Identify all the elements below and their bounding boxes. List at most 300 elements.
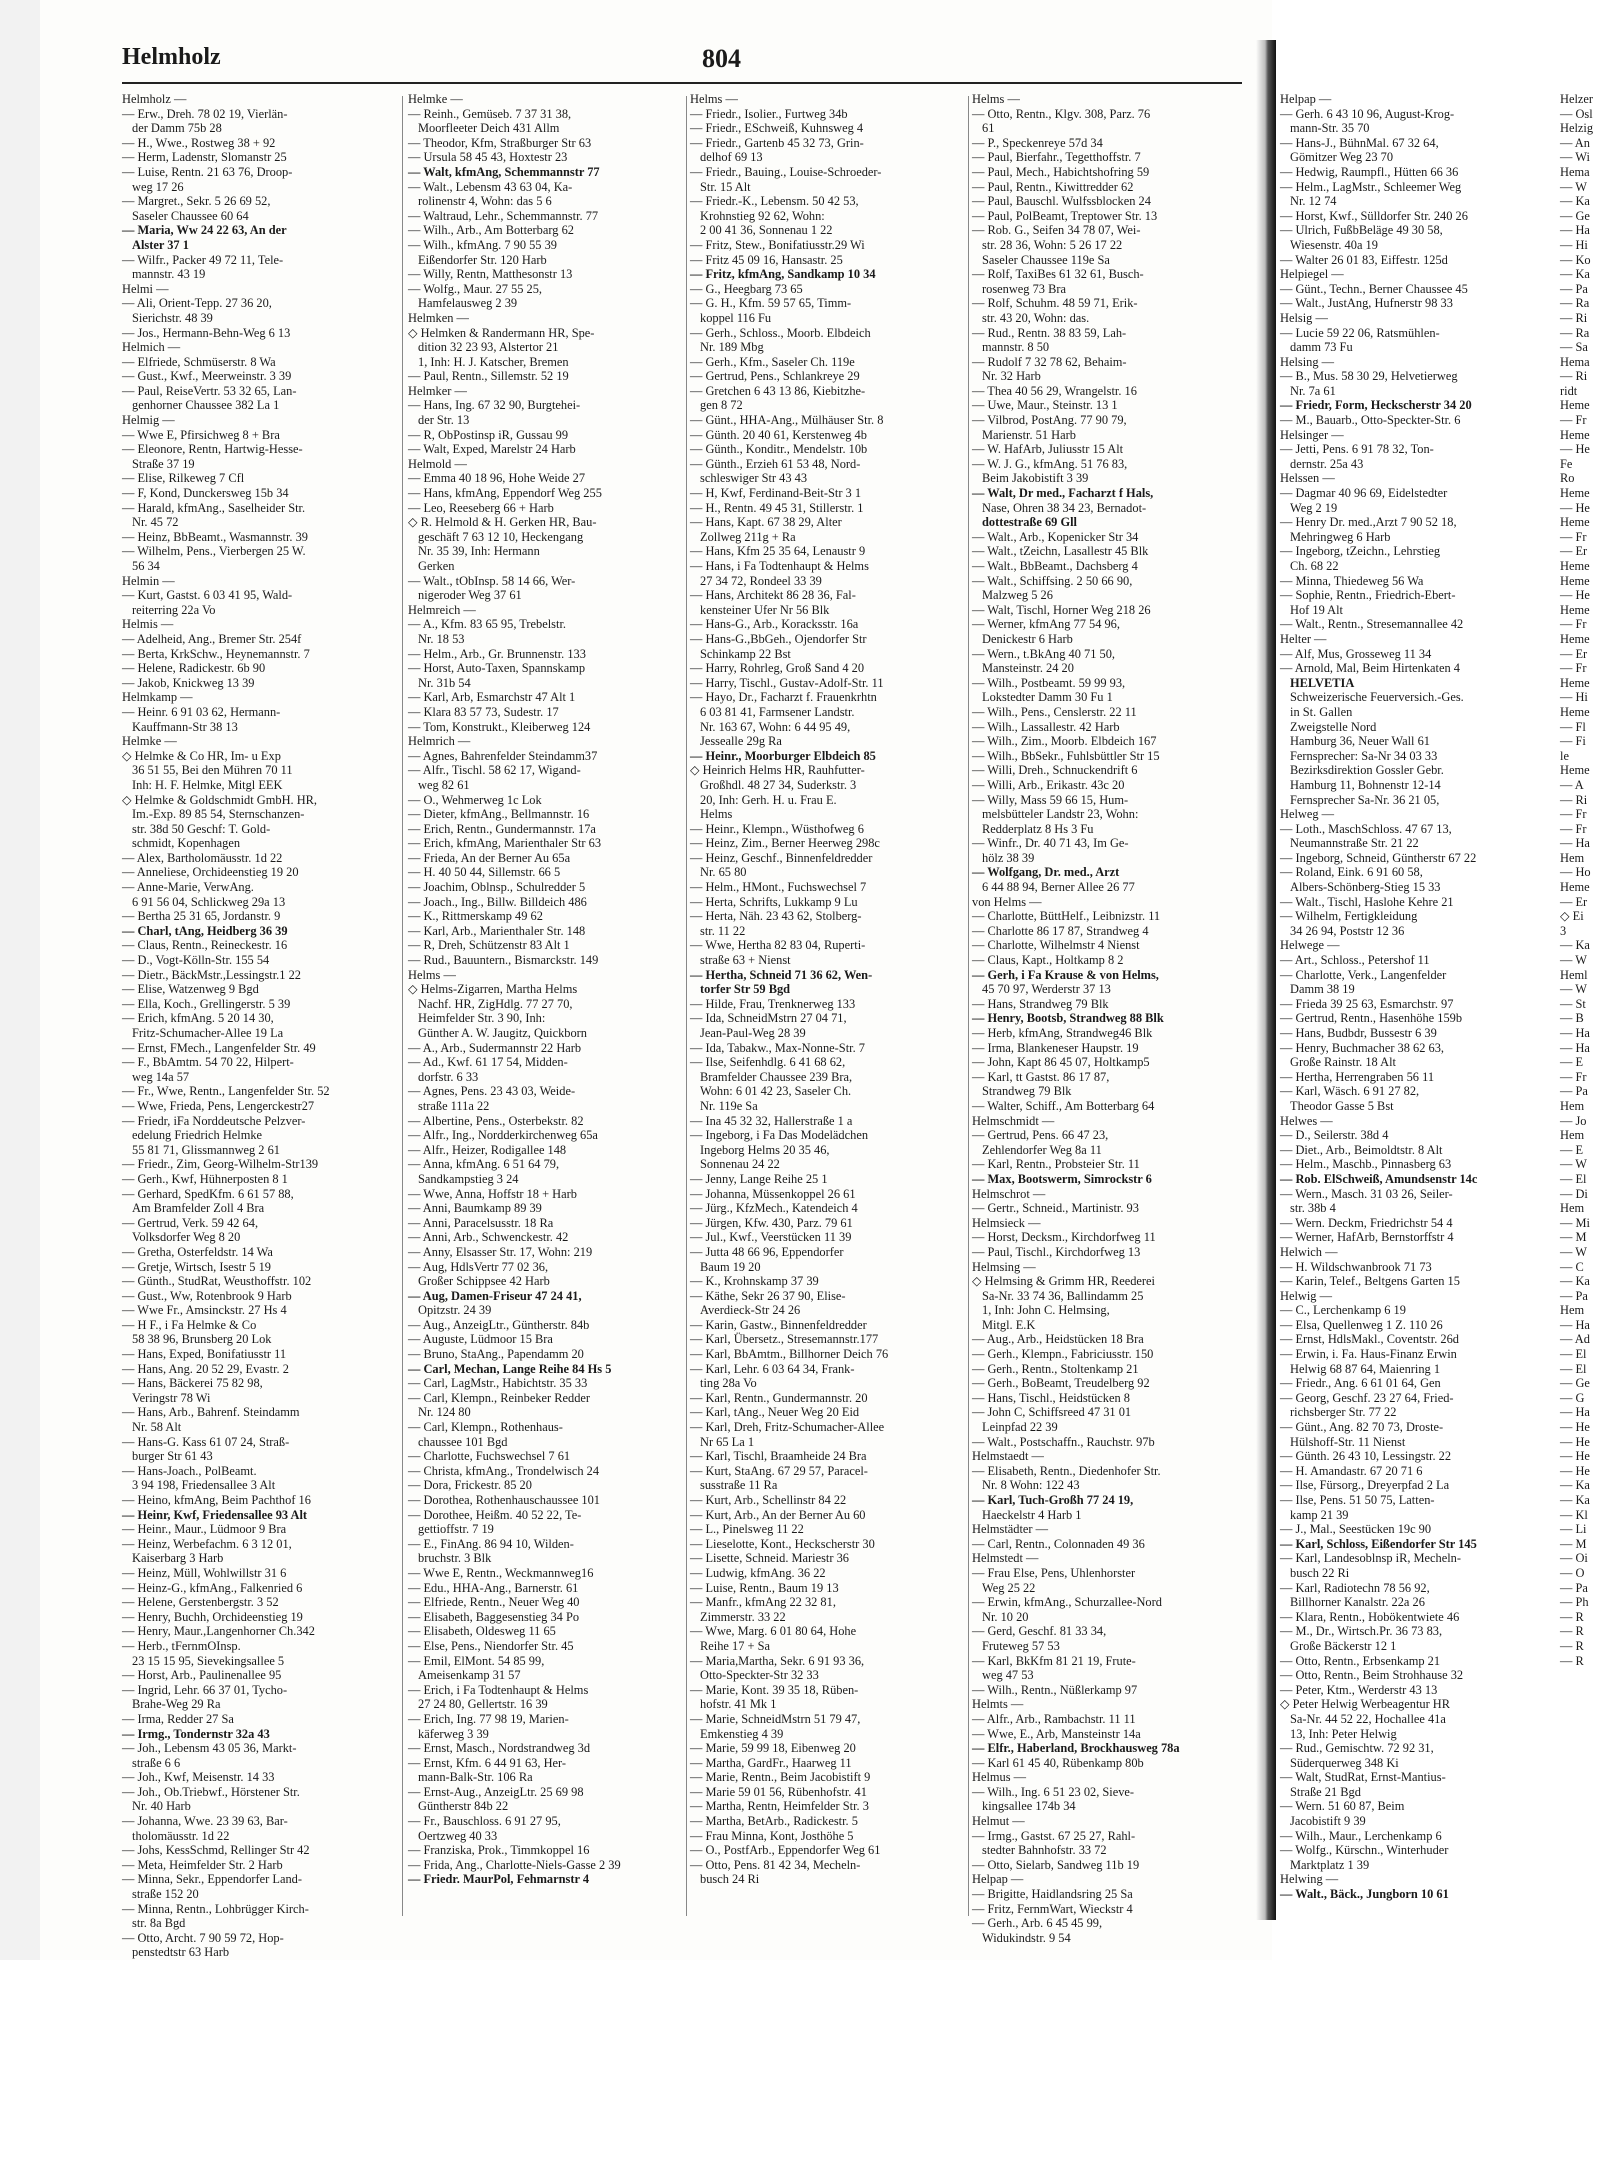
- cropped-entry: Heml: [1560, 967, 1588, 982]
- directory-entry: — Martha, BetArb., Radickestr. 5: [690, 1814, 858, 1829]
- directory-entry: — Rolf, Schuhm. 48 59 71, Erik-: [972, 296, 1138, 311]
- directory-entry: — Carl, LagMstr., Habichtstr. 35 33: [408, 1376, 588, 1391]
- surname-heading: Helmus —: [972, 1770, 1027, 1785]
- entry-continuation: penstedtstr 63 Harb: [132, 1945, 230, 1960]
- entry-continuation: Nr. 119e Sa: [700, 1098, 758, 1113]
- directory-entry: — Anny, Elsasser Str. 17, Wohn: 219: [408, 1244, 593, 1259]
- directory-entry: — John C, Schiffsreed 47 31 01: [972, 1405, 1132, 1420]
- directory-entry: — Gerh, i Fa Krause & von Helms,: [972, 967, 1159, 982]
- entry-continuation: Kaiserbarg 3 Harb: [132, 1551, 224, 1566]
- directory-entry: — Anne-Marie, VerwAng.: [122, 880, 254, 895]
- cropped-entry: — O: [1560, 1565, 1585, 1580]
- directory-column-2: [408, 92, 683, 1942]
- entry-continuation: Großer Schippsee 42 Harb: [418, 1274, 550, 1289]
- directory-entry: — Karl, Übersetz., Stresemannstr.177: [690, 1332, 879, 1347]
- directory-entry: — Anni, Paracelsusstr. 18 Ra: [408, 1215, 554, 1230]
- entry-continuation: str. 11 22: [700, 923, 746, 938]
- directory-entry: — Ida, Tabakw., Max-Nonne-Str. 7: [690, 1040, 865, 1055]
- surname-heading: Helms —: [972, 92, 1020, 106]
- directory-entry: — Ilse, Seifenhdlg. 6 41 68 62,: [690, 1055, 846, 1070]
- entry-continuation: Saseler Chaussee 119e Sa: [982, 252, 1110, 267]
- cropped-entry: — Ha: [1560, 223, 1590, 238]
- directory-entry: — Walt., Postschaffn., Rauchstr. 97b: [972, 1434, 1155, 1449]
- entry-continuation: 45 70 97, Werderstr 37 13: [982, 982, 1111, 997]
- entry-continuation: Sierichstr. 48 39: [132, 310, 213, 325]
- directory-entry: — Fritz 45 09 16, Hansastr. 25: [690, 252, 843, 267]
- entry-continuation: Heimfelder Str. 3 90, Inh:: [418, 1011, 546, 1026]
- directory-entry: — Otto, Pens. 81 42 34, Mecheln-: [690, 1857, 861, 1872]
- cropped-entry: — Kl: [1560, 1507, 1588, 1522]
- directory-entry: — H, Kwf, Ferdinand-Beit-Str 3 1: [690, 486, 862, 501]
- directory-entry: — Helm., HMont., Fuchswechsel 7: [690, 880, 867, 895]
- entry-continuation: Nr. 31b 54: [418, 675, 471, 690]
- directory-entry: — Roland, Eink. 6 91 60 58,: [1280, 865, 1423, 880]
- directory-entry: — Fritz, Stew., Bonifatiusstr.29 Wi: [690, 237, 865, 252]
- surname-heading: Helwing —: [1280, 1872, 1339, 1887]
- directory-entry: — Willi, Dreh., Schnuckendrift 6: [972, 763, 1138, 778]
- surname-heading: Helwege —: [1280, 938, 1340, 953]
- directory-entry: — Herb., tFernmOInsp.: [122, 1638, 241, 1653]
- cropped-entry: — Ka: [1560, 1478, 1590, 1493]
- directory-entry: — Walt., tZeichn, Lasallestr 45 Blk: [972, 544, 1149, 559]
- cropped-entry: — Ha: [1560, 1317, 1590, 1332]
- cropped-entry: Hem: [1560, 1303, 1585, 1318]
- entry-continuation: Günther A. W. Jaugitz, Quickborn: [418, 1026, 587, 1040]
- directory-entry: — Marie, SchneidMstrn 51 79 47,: [690, 1711, 861, 1726]
- entry-continuation: Leinpfad 22 39: [982, 1420, 1058, 1435]
- surname-heading: Helmts —: [972, 1697, 1024, 1712]
- directory-entry: — Paul, ReiseVertr. 53 32 65, Lan-: [122, 383, 297, 398]
- directory-entry: — Karl, Tuch-Großh 77 24 19,: [972, 1493, 1134, 1507]
- cropped-entry: — Ge: [1560, 1376, 1590, 1391]
- surname-heading: Helmut —: [972, 1814, 1025, 1829]
- cropped-entry: Heme: [1560, 602, 1590, 617]
- directory-entry: — L., Pinelsweg 11 22: [690, 1522, 804, 1537]
- cropped-entry: Heme: [1560, 427, 1590, 442]
- entry-continuation: edelung Friedrich Helmke: [132, 1128, 263, 1143]
- firm-entry: ◇ Helmke & Co HR, Im- u Exp: [122, 748, 281, 763]
- directory-entry: — Carl, Klempn., Reinbeker Redder: [408, 1390, 591, 1405]
- entry-continuation: Güntherstr 84b 22: [418, 1799, 509, 1814]
- directory-entry: — Ella, Koch., Grellingerstr. 5 39: [122, 996, 291, 1011]
- directory-entry: — Minna, Rentn., Lohbrügger Kirch-: [122, 1901, 309, 1916]
- cropped-entry: — An: [1560, 135, 1590, 150]
- entry-continuation: Malzweg 5 26: [982, 588, 1053, 603]
- directory-entry: — Walter, Schiff., Am Botterbarg 64: [972, 1098, 1155, 1113]
- directory-entry: — Hans-G.,BbGeh., Ojendorfer Str: [690, 631, 867, 646]
- directory-entry: — Art., Schloss., Petershof 11: [1280, 953, 1430, 968]
- directory-entry: — Lisette, Schneid. Mariestr 36: [690, 1551, 849, 1566]
- directory-entry: — Günth. 26 43 10, Lessingstr. 22: [1280, 1449, 1452, 1464]
- entry-continuation: rosenweg 73 Bra: [982, 281, 1066, 296]
- directory-entry: — Walt, StudRat, Ernst-Mantius-: [1280, 1770, 1446, 1785]
- cropped-entry: — El: [1560, 1171, 1587, 1186]
- directory-entry: — M., Dr., Wirtsch.Pr. 36 73 83,: [1280, 1624, 1443, 1639]
- cropped-entry: — He: [1560, 442, 1590, 457]
- entry-continuation: nigeroder Weg 37 61: [418, 588, 522, 603]
- cropped-entry: le: [1560, 748, 1569, 763]
- entry-continuation: Hülshoff-Str. 11 Nienst: [1290, 1434, 1406, 1449]
- directory-entry: — Kurt, StaAng. 67 29 57, Paracel-: [690, 1463, 868, 1478]
- directory-entry: — Alfr., Tischl. 58 62 17, Wigand-: [408, 763, 581, 778]
- directory-entry: — Wilh., kfmAng. 7 90 55 39: [408, 237, 557, 252]
- surname-heading: Helmis —: [122, 617, 174, 632]
- directory-entry: — Alfr., Ing., Nordderkirchenweg 65a: [408, 1128, 598, 1143]
- directory-entry: — Rolf, TaxiBes 61 32 61, Busch-: [972, 267, 1144, 282]
- surname-heading: Helmker —: [408, 383, 467, 398]
- directory-entry: — Ingeborg, i Fa Das Modelädchen: [690, 1128, 869, 1143]
- directory-entry: — Carl, Mechan, Lange Reihe 84 Hs 5: [408, 1361, 612, 1376]
- directory-entry: — Karl, Landesoblnsp iR, Mecheln-: [1280, 1551, 1462, 1566]
- entry-continuation: Jean-Paul-Weg 28 39: [700, 1026, 806, 1040]
- directory-entry: — Dagmar 40 96 69, Eidelstedter: [1280, 486, 1448, 501]
- cropped-entry: — He: [1560, 500, 1590, 515]
- directory-entry: — Ingrid, Lehr. 66 37 01, Tycho-: [122, 1682, 288, 1697]
- directory-entry: — Gretha, Osterfeldstr. 14 Wa: [122, 1244, 273, 1259]
- surname-heading: Helms —: [408, 967, 456, 982]
- directory-entry: — Marie, Kont. 39 35 18, Rüben-: [690, 1682, 859, 1697]
- entry-continuation: Am Bramfelder Zoll 4 Bra: [132, 1201, 265, 1216]
- directory-entry: — Christa, kfmAng., Trondelwisch 24: [408, 1463, 600, 1478]
- directory-entry: — R, Dreh, Schützenstr 83 Alt 1: [408, 938, 570, 953]
- entry-continuation: Mitgl. E.K: [982, 1317, 1036, 1332]
- surname-heading: Helmkamp —: [122, 690, 193, 705]
- cropped-entry: — R: [1560, 1653, 1584, 1668]
- directory-entry: — Carl, Rentn., Colonnaden 49 36: [972, 1536, 1145, 1551]
- entry-continuation: Im.-Exp. 89 85 54, Sternschanzen-: [132, 807, 305, 822]
- entry-continuation: burger Str 61 43: [132, 1449, 213, 1464]
- surname-heading: Helmig —: [122, 413, 175, 428]
- directory-entry: — H., Wwe., Rostweg 38 + 92: [122, 135, 276, 150]
- directory-entry: — Walt., Lebensm 43 63 04, Ka-: [408, 179, 573, 194]
- entry-continuation: Lokstedter Damm 30 Fu 1: [982, 690, 1113, 705]
- cropped-entry: — St: [1560, 996, 1586, 1011]
- directory-entry: — Frau Else, Pens, Uhlenhorster: [972, 1565, 1136, 1580]
- entry-continuation: in St. Gallen: [1290, 704, 1353, 719]
- directory-entry: — Elisabeth, Rentn., Diedenhofer Str.: [972, 1463, 1161, 1478]
- cropped-entry: — Ra: [1560, 325, 1590, 340]
- surname-heading: Helms —: [690, 92, 738, 106]
- entry-continuation: Fernsprecher: Sa-Nr 34 03 33: [1290, 748, 1438, 763]
- entry-continuation: Hof 19 Alt: [1290, 602, 1344, 617]
- cropped-entry: — Ka: [1560, 267, 1590, 282]
- directory-entry: — Hans, Kapt. 67 38 29, Alter: [690, 515, 842, 530]
- directory-entry: — Elisabeth, Oldesweg 11 65: [408, 1624, 556, 1639]
- entry-continuation: Otto-Speckter-Str 32 33: [700, 1668, 819, 1683]
- directory-entry: — Karl, Lehr. 6 03 64 34, Frank-: [690, 1361, 855, 1376]
- directory-entry: — Charlotte 86 17 87, Strandweg 4: [972, 923, 1149, 938]
- entry-continuation: Nr 65 La 1: [700, 1434, 755, 1449]
- directory-entry: — Walt, Exped, Marelstr 24 Harb: [408, 442, 576, 457]
- entry-continuation: Jacobistift 9 39: [1290, 1814, 1366, 1829]
- directory-entry: — H. 40 50 44, Sillemstr. 66 5: [408, 865, 561, 880]
- directory-entry: — Ernst, Masch., Nordstrandweg 3d: [408, 1741, 591, 1756]
- directory-entry: — Joh., Kwf, Meisenstr. 14 33: [122, 1770, 275, 1785]
- entry-continuation: Theodor Gasse 5 Bst: [1290, 1098, 1394, 1113]
- cropped-entry: — R: [1560, 1609, 1584, 1624]
- entry-continuation: Brahe-Weg 29 Ra: [132, 1697, 221, 1712]
- directory-entry: — Diet., Arb., Beimoldtstr. 8 Alt: [1280, 1142, 1443, 1157]
- surname-heading: Helwich —: [1280, 1244, 1338, 1259]
- directory-entry: — Rud., Bauuntern., Bismarckstr. 149: [408, 953, 599, 968]
- directory-entry: — Helm., LagMstr., Schleemer Weg: [1280, 179, 1462, 194]
- directory-entry: — Martha, Rentn, Heimfelder Str. 3: [690, 1799, 869, 1814]
- directory-entry: — Henry, Bootsb, Strandweg 88 Blk: [972, 1011, 1164, 1026]
- entry-continuation: Sandkampstieg 3 24: [418, 1171, 519, 1186]
- directory-entry: — Walt., Arb., Kopenicker Str 34: [972, 529, 1139, 544]
- directory-entry: — Hans, Arb., Bahrenf. Steindamm: [122, 1405, 300, 1420]
- directory-entry: — Johanna, Wwe. 23 39 63, Bar-: [122, 1814, 288, 1829]
- entry-continuation: straße 111a 22: [418, 1098, 490, 1113]
- entry-continuation: torfer Str 59 Bgd: [700, 982, 791, 997]
- surname-heading: Helsinger —: [1280, 427, 1344, 442]
- directory-entry: — Karl, Dreh, Fritz-Schumacher-Allee: [690, 1420, 885, 1435]
- directory-entry: — Gertrud, Rentn., Hasenhöhe 159b: [1280, 1011, 1463, 1026]
- entry-continuation: Damm 38 19: [1290, 982, 1355, 997]
- directory-entry: — A., Kfm. 83 65 95, Trebelstr.: [408, 617, 566, 632]
- cropped-entry: — Di: [1560, 1186, 1588, 1201]
- entry-continuation: reiterring 22a Vo: [132, 602, 216, 617]
- entry-continuation: Zimmerstr. 33 22: [700, 1609, 786, 1624]
- cropped-entry: — Ri: [1560, 792, 1588, 807]
- directory-entry: — Hans, Tischl., Heidstücken 8: [972, 1390, 1130, 1405]
- entry-continuation: Billhorner Kanalstr. 22a 26: [1290, 1595, 1425, 1610]
- surname-heading: Helmken —: [408, 310, 469, 325]
- directory-entry: — Minna, Thiedeweg 56 Wa: [1280, 573, 1424, 588]
- directory-entry: — Erwin, kfmAng., Schurzallee-Nord: [972, 1595, 1162, 1610]
- directory-entry: — Erw., Dreh. 78 02 19, Vierlän-: [122, 106, 288, 121]
- directory-entry: — Friedr., Isolier., Furtweg 34b: [690, 106, 848, 121]
- directory-entry: — Heinr., Maur., Lüdmoor 9 Bra: [122, 1522, 287, 1537]
- directory-entry: — Dieter, kfmAng., Bellmannstr. 16: [408, 807, 590, 822]
- directory-entry: — Marie 59 01 56, Rübenhofstr. 41: [690, 1784, 867, 1799]
- directory-entry: — Karin, Telef., Beltgens Garten 15: [1280, 1274, 1460, 1289]
- directory-entry: — Karl, BbAmtm., Billhorner Deich 76: [690, 1347, 889, 1362]
- entry-continuation: Str. 15 Alt: [700, 179, 751, 194]
- firm-entry: ◇ Helmken & Randermann HR, Spe-: [408, 325, 595, 340]
- entry-continuation: Zweigstelle Nord: [1290, 719, 1377, 734]
- directory-entry: — Karl, Arb., Marienthaler Str. 148: [408, 923, 586, 938]
- entry-continuation: hofstr. 41 Mk 1: [700, 1697, 777, 1712]
- directory-entry: — Wwe, Hertha 82 83 04, Ruperti-: [690, 938, 866, 953]
- surname-heading: Helwes —: [1280, 1113, 1333, 1128]
- firm-entry: ◇ Helmsing & Grimm HR, Reederei: [972, 1274, 1155, 1289]
- firm-entry: ◇ R. Helmold & H. Gerken HR, Bau-: [408, 515, 597, 530]
- cropped-entry: Hem: [1560, 1128, 1585, 1143]
- surname-heading: Helweg —: [1280, 807, 1335, 822]
- directory-entry: — Alfr., Heizer, Rodigallee 148: [408, 1142, 567, 1157]
- surname-heading: Helmin —: [122, 573, 175, 588]
- directory-entry: — Aug., Arb., Heidstücken 18 Bra: [972, 1332, 1144, 1347]
- surname-heading: Helmschmidt —: [972, 1113, 1055, 1128]
- directory-entry: — Emil, ElMont. 54 85 99,: [408, 1653, 545, 1668]
- directory-entry: — Ida, SchneidMstrn 27 04 71,: [690, 1011, 847, 1026]
- entry-continuation: Gömitzer Weg 23 70: [1290, 150, 1394, 165]
- directory-entry: — Günt., HHA-Ang., Mülhäuser Str. 8: [690, 413, 884, 428]
- directory-entry: — Karl, Rentn., Probsteier Str. 11: [972, 1157, 1140, 1172]
- directory-entry: — Paul, Rentn., Kiwittredder 62: [972, 179, 1134, 194]
- entry-continuation: Oertzweg 40 33: [418, 1828, 498, 1843]
- directory-entry: — Anni, Arb., Schwenckestr. 42: [408, 1230, 569, 1245]
- entry-continuation: HELVETIA: [1290, 675, 1355, 690]
- directory-entry: — Alf, Mus, Grosseweg 11 34: [1280, 646, 1432, 661]
- entry-continuation: melsbütteler Landstr 23, Wohn:: [982, 807, 1139, 822]
- directory-entry: — Gertrud, Pens. 66 47 23,: [972, 1128, 1109, 1143]
- cropped-entry: — Ha: [1560, 836, 1590, 851]
- entry-continuation: 1, Inh: H. J. Katscher, Bremen: [418, 354, 569, 369]
- directory-entry: — Walt, kfmAng, Schemmannstr 77: [408, 164, 600, 179]
- directory-entry: — Joh., Lebensm 43 05 36, Markt-: [122, 1741, 297, 1756]
- directory-entry: — Hans-Joach., PolBeamt.: [122, 1463, 257, 1478]
- directory-entry: — Friedr., Zim, Georg-Wilhelm-Str139: [122, 1157, 319, 1172]
- entry-continuation: 56 34: [132, 559, 160, 573]
- directory-column-3: [690, 92, 965, 1942]
- entry-continuation: gettioffstr. 7 19: [418, 1522, 494, 1537]
- directory-entry: — Walt., tObInsp. 58 14 66, Wer-: [408, 573, 576, 588]
- entry-continuation: Nachf. HR, ZigHdlg. 77 27 70,: [418, 996, 573, 1011]
- surname-heading: Helmschrot —: [972, 1186, 1046, 1201]
- directory-entry: — Hans-G., Arb., Koracksstr. 16a: [690, 617, 859, 632]
- directory-entry: — Horst, Arb., Paulinenallee 95: [122, 1668, 282, 1683]
- directory-entry: — Paul, Rentn., Sillemstr. 52 19: [408, 369, 569, 384]
- entry-continuation: Helms: [700, 807, 733, 822]
- directory-entry: — Gerh., Kfm., Saseler Ch. 119e: [690, 354, 855, 369]
- entry-continuation: genhorner Chaussee 382 La 1: [132, 398, 280, 413]
- directory-entry: — B., Mus. 58 30 29, Helvetierweg: [1280, 369, 1458, 384]
- cropped-entry: — E: [1560, 1142, 1584, 1157]
- cropped-entry: — B: [1560, 1011, 1584, 1026]
- directory-entry: — Aug, HdlsVertr 77 02 36,: [408, 1259, 549, 1274]
- directory-entry: — Waltraud, Lehr., Schemmannstr. 77: [408, 208, 599, 223]
- entry-continuation: 23 15 15 95, Sievekingsallee 5: [132, 1653, 285, 1668]
- running-head: Helmholz: [122, 44, 221, 70]
- directory-entry: — Herta, Schrifts, Lukkamp 9 Lu: [690, 894, 858, 909]
- cropped-entry: Hem: [1560, 850, 1585, 865]
- cropped-entry: — Ph: [1560, 1595, 1589, 1610]
- directory-entry: — Walt., JustAng, Hufnerstr 98 33: [1280, 296, 1453, 311]
- directory-entry: — Willy, Rentn, Matthesonstr 13: [408, 267, 573, 282]
- directory-entry: — Wolfg., Maur. 27 55 25,: [408, 281, 543, 296]
- directory-entry: — Frida, Ang., Charlotte-Niels-Gasse 2 39: [408, 1857, 621, 1872]
- entry-continuation: der Damm 75b 28: [132, 121, 222, 136]
- entry-continuation: mann-Str. 35 70: [1290, 121, 1370, 136]
- cropped-entry: — Osl: [1560, 106, 1593, 121]
- directory-entry: — Hans-G. Kass 61 07 24, Straß-: [122, 1434, 290, 1449]
- directory-entry: — Heinr., Klempn., Wüsthofweg 6: [690, 821, 864, 836]
- directory-entry: — Erich, kfmAng, Marienthaler Str 63: [408, 836, 602, 851]
- directory-entry: — John, Kapt 86 45 07, Holtkamp5: [972, 1055, 1150, 1070]
- entry-continuation: Wiesenstr. 40a 19: [1290, 237, 1378, 252]
- entry-continuation: Veringstr 78 Wi: [132, 1390, 211, 1405]
- directory-entry: — Jakob, Knickweg 13 39: [122, 675, 255, 690]
- directory-entry: — Paul, Bierfahr., Tegetthoffstr. 7: [972, 150, 1141, 165]
- directory-entry: — Helm., Maschb., Pinnasberg 63: [1280, 1157, 1452, 1172]
- directory-entry: — O., PostfArb., Eppendorfer Weg 61: [690, 1843, 881, 1858]
- directory-entry: — Günth., StudRat, Weusthoffstr. 102: [122, 1274, 312, 1289]
- entry-continuation: rolinenstr 4, Wohn: das 5 6: [418, 194, 552, 209]
- entry-continuation: Denickestr 6 Harb: [982, 631, 1073, 646]
- cropped-entry: — R: [1560, 1624, 1584, 1639]
- directory-entry: — Meta, Heimfelder Str. 2 Harb: [122, 1857, 283, 1872]
- directory-entry: — Elise, Watzenweg 9 Bgd: [122, 982, 259, 997]
- entry-continuation: richsberger Str. 77 22: [1290, 1405, 1397, 1420]
- directory-entry: — Paul, Bauschl. Wulfssblocken 24: [972, 194, 1151, 209]
- directory-entry: — Erich, Rentn., Gundermannstr. 17a: [408, 821, 596, 836]
- cropped-entry: Fe: [1560, 456, 1573, 471]
- entry-continuation: Fritz-Schumacher-Allee 19 La: [132, 1026, 284, 1040]
- cropped-entry: Heme: [1560, 631, 1590, 646]
- directory-entry: — Paul, PolBeamt, Treptower Str. 13: [972, 208, 1158, 223]
- directory-entry: — Thea 40 56 29, Wrangelstr. 16: [972, 383, 1137, 398]
- directory-entry: — Wilhelm, Fertigkleidung: [1280, 909, 1418, 924]
- surname-heading: Helsing —: [1280, 354, 1335, 369]
- directory-entry: — Hans, kfmAng, Eppendorf Weg 255: [408, 486, 602, 501]
- directory-entry: — Walt., Schiffsing. 2 50 66 90,: [972, 573, 1133, 588]
- directory-entry: — Rudolf 7 32 78 62, Behaim-: [972, 354, 1127, 369]
- entry-continuation: weg 14a 57: [132, 1069, 190, 1084]
- directory-entry: — Claus, Rentn., Reineckestr. 16: [122, 938, 288, 953]
- surname-heading: Helsig —: [1280, 310, 1328, 325]
- directory-entry: — Winfr., Dr. 40 71 43, Im Ge-: [972, 836, 1129, 851]
- cropped-entry: Hema: [1560, 354, 1590, 369]
- entry-continuation: Nr. 189 Mbg: [700, 340, 764, 355]
- cropped-entry: — Ka: [1560, 194, 1590, 209]
- directory-entry: — M., Bauarb., Otto-Speckter-Str. 6: [1280, 413, 1461, 428]
- directory-entry: — C., Lerchenkamp 6 19: [1280, 1303, 1406, 1318]
- entry-continuation: 34 26 94, Poststr 12 36: [1290, 923, 1405, 938]
- directory-entry: — Joach., Ing., Billw. Billdeich 486: [408, 894, 587, 909]
- directory-entry: — Gerh., Kwf, Hühnerposten 8 1: [122, 1171, 288, 1186]
- entry-continuation: dorfstr. 6 33: [418, 1069, 479, 1084]
- directory-entry: — Elise, Rilkeweg 7 Cfl: [122, 471, 245, 486]
- directory-entry: — Karl, Tischl, Braamheide 24 Bra: [690, 1449, 867, 1464]
- directory-entry: — Elisabeth, Baggesenstieg 34 Po: [408, 1609, 580, 1624]
- cropped-entry: — Er: [1560, 646, 1588, 661]
- directory-entry: — Wwe E, Rentn., Weckmannweg16: [408, 1565, 594, 1580]
- directory-entry: — Karl, Radiotechn 78 56 92,: [1280, 1580, 1430, 1595]
- directory-entry: — Charlotte, Verk., Langenfelder: [1280, 967, 1447, 982]
- directory-entry: — Jos., Hermann-Behn-Weg 6 13: [122, 325, 291, 340]
- entry-continuation: mann-Balk-Str. 106 Ra: [418, 1770, 533, 1785]
- directory-entry: — Heinr. 6 91 03 62, Hermann-: [122, 704, 281, 719]
- entry-continuation: käferweg 3 39: [418, 1726, 489, 1741]
- entry-continuation: 20, Inh: Gerh. H. u. Frau E.: [700, 792, 837, 807]
- directory-entry: — Fr., Wwe, Rentn., Langenfelder Str. 52: [122, 1084, 330, 1099]
- surname-heading: Helmsing —: [972, 1259, 1036, 1274]
- directory-entry: — Walt, Tischl, Horner Weg 218 26: [972, 602, 1151, 617]
- entry-continuation: dernstr. 25a 43: [1290, 456, 1364, 471]
- entry-continuation: Nr. 18 53: [418, 631, 465, 646]
- surname-heading: Helpap —: [972, 1872, 1024, 1887]
- directory-entry: — Walt., Rentn., Stresemannallee 42: [1280, 617, 1464, 632]
- entry-continuation: Sa-Nr. 44 52 22, Hochallee 41a: [1290, 1711, 1446, 1726]
- directory-entry: — Alex, Bartholomäusstr. 1d 22: [122, 850, 283, 865]
- cropped-entry: — Pa: [1560, 281, 1588, 296]
- directory-entry: — Irmg., Gastst. 67 25 27, Rahl-: [972, 1828, 1136, 1843]
- entry-continuation: Eißendorfer Str. 120 Harb: [418, 252, 547, 267]
- cropped-entry: 3: [1560, 923, 1567, 938]
- directory-entry: — Jetti, Pens. 6 91 78 32, Ton-: [1280, 442, 1434, 457]
- directory-entry: — Gerd, Geschf. 81 33 34,: [972, 1624, 1107, 1639]
- directory-entry: — Herb, kfmAng, Strandweg46 Blk: [972, 1026, 1153, 1040]
- cropped-entry: Heme: [1560, 573, 1590, 588]
- entry-continuation: Weg 25 22: [982, 1580, 1036, 1595]
- entry-continuation: geschäft 7 63 12 10, Heckengang: [418, 529, 584, 544]
- cropped-entry: — Ka: [1560, 1493, 1590, 1507]
- directory-entry: — Lucie 59 22 06, Ratsmühlen-: [1280, 325, 1440, 340]
- directory-entry: — Paul, Tischl., Kirchdorfweg 13: [972, 1244, 1141, 1259]
- cropped-entry: — Ri: [1560, 310, 1588, 325]
